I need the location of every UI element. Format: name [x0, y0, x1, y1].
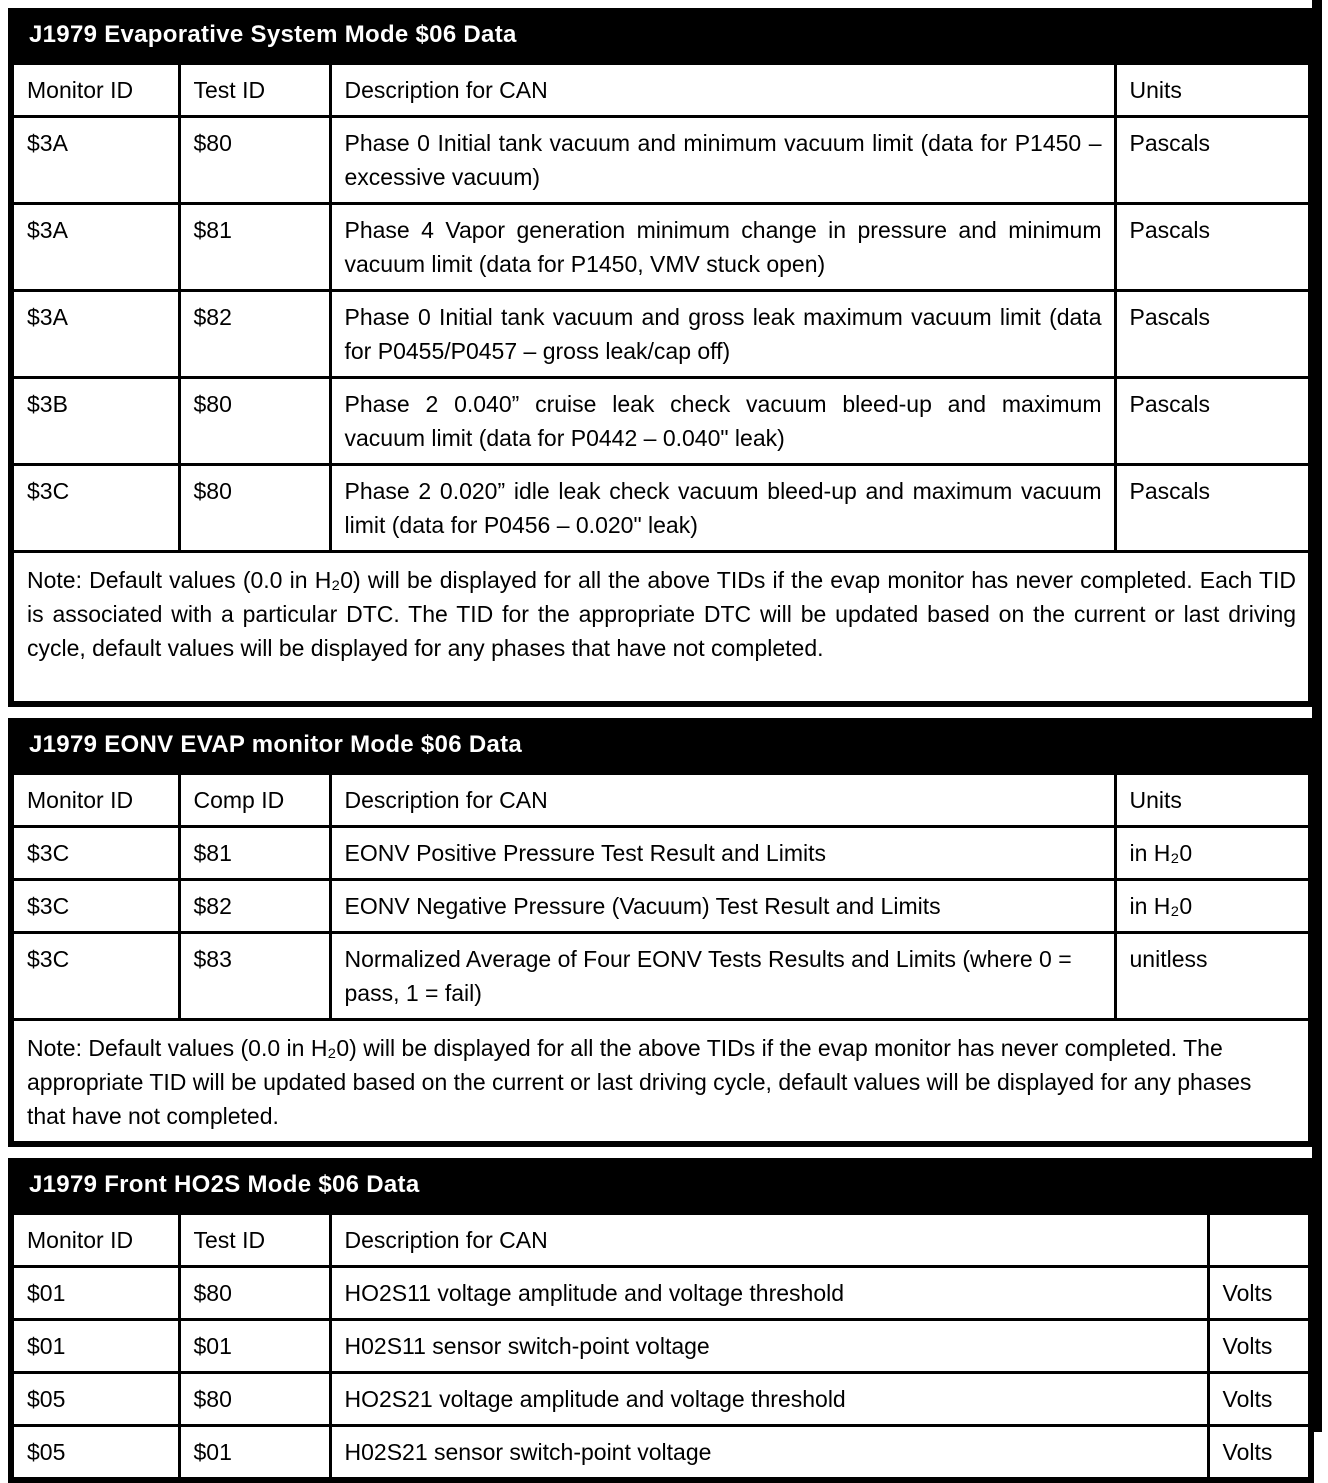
column-header-test-id: Test ID [179, 1213, 330, 1266]
table-row [11, 826, 1311, 879]
cell-description: Phase 2 0.020” idle leak check vacuum bleed-up and maximum vacuum limit (data for P0456 – 0.020" leak) [330, 465, 1115, 552]
table-row [11, 204, 1311, 291]
table-row [11, 1372, 1311, 1425]
cell-test-id: $01 [179, 1319, 330, 1372]
column-header-monitor-id: Monitor ID [11, 773, 179, 826]
table-title: J1979 Front HO2S Mode $06 Data [11, 1161, 1311, 1214]
cell-description: H02S11 sensor switch-point voltage [330, 1319, 1208, 1372]
note-cell: Note: Default values (0.0 in H₂0) will be displayed for all the above TIDs if the evap monitor has never completed. The appropriate TID will be updated based on the current or last driving cycle, default values will be displayed for any phases that have not completed. [11, 1019, 1311, 1144]
cell-comp-id: $82 [179, 879, 330, 932]
cell-monitor-id: $05 [11, 1372, 179, 1425]
cell-description: Phase 2 0.040” cruise leak check vacuum bleed-up and maximum vacuum limit (data for P0442 – 0.040" leak) [330, 378, 1115, 465]
cell-test-id: $80 [179, 465, 330, 552]
cell-units: Volts [1208, 1425, 1311, 1480]
table-row [11, 721, 1311, 774]
table-row [11, 1266, 1311, 1319]
cell-test-id: $01 [179, 1425, 330, 1480]
cell-monitor-id: $01 [11, 1266, 179, 1319]
table-row [11, 1425, 1311, 1480]
cell-monitor-id: $3B [11, 378, 179, 465]
cell-description: H02S21 sensor switch-point voltage [330, 1425, 1208, 1480]
table-row [11, 117, 1311, 204]
cell-description: EONV Positive Pressure Test Result and Limits [330, 826, 1115, 879]
cell-units: in H₂0 [1115, 879, 1311, 932]
evap-system-table [8, 8, 1314, 707]
cell-monitor-id: $3C [11, 932, 179, 1019]
table-row [11, 879, 1311, 932]
cell-monitor-id: $05 [11, 1425, 179, 1480]
table-row [11, 552, 1311, 704]
table-header-row [11, 773, 1311, 826]
table-row [11, 291, 1311, 378]
column-header-units: Units [1115, 64, 1311, 117]
cell-test-id: $80 [179, 378, 330, 465]
cell-description: EONV Negative Pressure (Vacuum) Test Result and Limits [330, 879, 1115, 932]
cell-monitor-id: $3C [11, 826, 179, 879]
column-header-units-blank [1208, 1213, 1311, 1266]
table-title: J1979 Evaporative System Mode $06 Data [11, 11, 1311, 64]
column-header-monitor-id: Monitor ID [11, 64, 179, 117]
cell-test-id: $80 [179, 117, 330, 204]
cell-monitor-id: $3C [11, 879, 179, 932]
cell-monitor-id: $3A [11, 117, 179, 204]
cell-test-id: $80 [179, 1266, 330, 1319]
column-header-description: Description for CAN [330, 64, 1115, 117]
cell-description: Normalized Average of Four EONV Tests Results and Limits (where 0 = pass, 1 = fail) [330, 932, 1115, 1019]
table-row [11, 11, 1311, 64]
cell-monitor-id: $3C [11, 465, 179, 552]
table-title: J1979 EONV EVAP monitor Mode $06 Data [11, 721, 1311, 774]
table-row [11, 1161, 1311, 1214]
cell-units: Volts [1208, 1266, 1311, 1319]
cell-test-id: $80 [179, 1372, 330, 1425]
column-header-monitor-id: Monitor ID [11, 1213, 179, 1266]
cell-units: Pascals [1115, 378, 1311, 465]
cell-units: Pascals [1115, 204, 1311, 291]
table-row [11, 378, 1311, 465]
front-ho2s-table [8, 1158, 1314, 1483]
column-header-test-id: Test ID [179, 64, 330, 117]
cell-monitor-id: $01 [11, 1319, 179, 1372]
cell-monitor-id: $3A [11, 204, 179, 291]
table-row [11, 465, 1311, 552]
table-header-row [11, 1213, 1311, 1266]
page-scan-edge-bar [1312, 0, 1322, 1432]
cell-description: HO2S11 voltage amplitude and voltage threshold [330, 1266, 1208, 1319]
cell-description: Phase 4 Vapor generation minimum change in pressure and minimum vacuum limit (data for P1450, VMV stuck open) [330, 204, 1115, 291]
column-header-comp-id: Comp ID [179, 773, 330, 826]
cell-units: Volts [1208, 1372, 1311, 1425]
table-row [11, 932, 1311, 1019]
cell-units: Pascals [1115, 465, 1311, 552]
table-header-row [11, 64, 1311, 117]
cell-test-id: $82 [179, 291, 330, 378]
eonv-evap-table [8, 718, 1314, 1147]
cell-units: unitless [1115, 932, 1311, 1019]
note-cell: Note: Default values (0.0 in H₂0) will be displayed for all the above TIDs if the evap monitor has never completed. Each TID is associated with a particular DTC. The TID for the appropriate DTC will be updated based on the current or last driving cycle, default values will be displayed for any phases that have not completed. [11, 552, 1311, 704]
cell-units: Volts [1208, 1319, 1311, 1372]
column-header-units: Units [1115, 773, 1311, 826]
table-row [11, 1019, 1311, 1144]
cell-description: HO2S21 voltage amplitude and voltage threshold [330, 1372, 1208, 1425]
cell-monitor-id: $3A [11, 291, 179, 378]
cell-description: Phase 0 Initial tank vacuum and gross leak maximum vacuum limit (data for P0455/P0457 – gross leak/cap off) [330, 291, 1115, 378]
column-header-description: Description for CAN [330, 1213, 1208, 1266]
cell-description: Phase 0 Initial tank vacuum and minimum vacuum limit (data for P1450 – excessive vacuum) [330, 117, 1115, 204]
column-header-description: Description for CAN [330, 773, 1115, 826]
cell-comp-id: $83 [179, 932, 330, 1019]
cell-units: Pascals [1115, 291, 1311, 378]
table-row [11, 1319, 1311, 1372]
cell-units: Pascals [1115, 117, 1311, 204]
cell-test-id: $81 [179, 204, 330, 291]
cell-units: in H₂0 [1115, 826, 1311, 879]
cell-comp-id: $81 [179, 826, 330, 879]
